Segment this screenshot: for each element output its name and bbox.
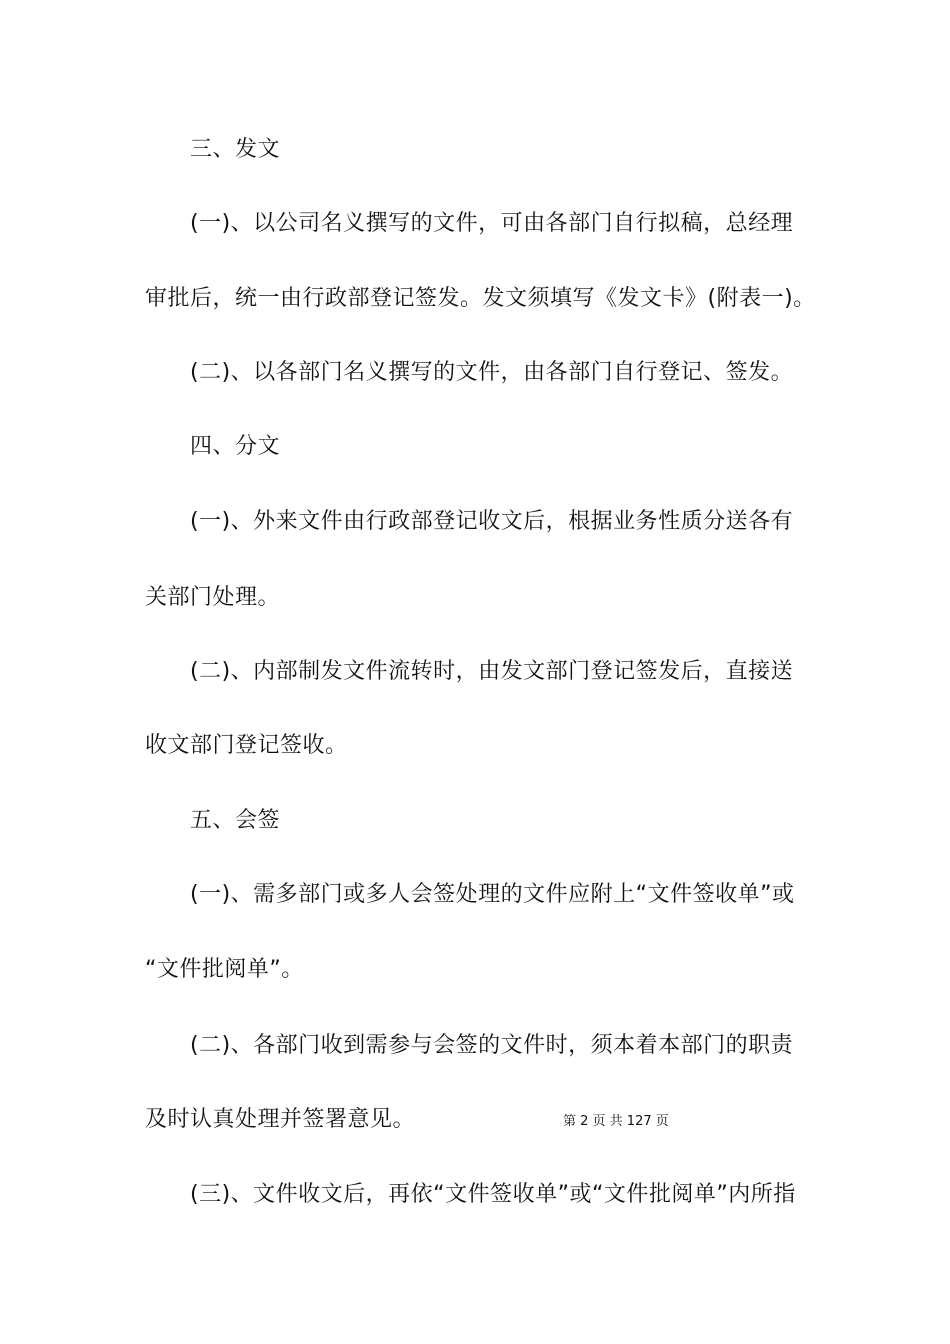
paragraph-line: 及时认真处理并签署意见。 [145,1107,416,1132]
paragraph-line: (一)、以公司名义撰写的文件，可由各部门自行拟稿，总经理 [190,211,794,236]
paragraph-line: (二)、各部门收到需参与会签的文件时，须本着本部门的职责 [190,1033,794,1058]
section-heading-fenwen: 四、分文 [190,434,281,459]
section-heading-huiqian: 五、会签 [190,808,281,833]
section-heading-fawen: 三、发文 [190,137,281,162]
paragraph-line: (二)、内部制发文件流转时，由发文部门登记签发后，直接送 [190,659,794,684]
paragraph-line: 关部门处理。 [145,585,281,610]
paragraph-line: 审批后，统一由行政部登记签发。发文须填写《发文卡》(附表一)。 [145,286,816,311]
paragraph-line: (三)、文件收文后，再依“文件签收单”或“文件批阅单”内所指 [190,1182,796,1207]
paragraph-line: (二)、以各部门名义撰写的文件，由各部门自行登记、签发。 [190,360,794,385]
paragraph-line: 收文部门登记签收。 [145,733,348,758]
paragraph-line: “文件批阅单”。 [145,957,304,982]
page-number-footer: 第 2 页 共 127 页 [563,1114,669,1129]
paragraph-line: (一)、需多部门或多人会签处理的文件应附上“文件签收单”或 [190,882,795,907]
paragraph-line: (一)、外来文件由行政部登记收文后，根据业务性质分送各有 [190,509,794,534]
